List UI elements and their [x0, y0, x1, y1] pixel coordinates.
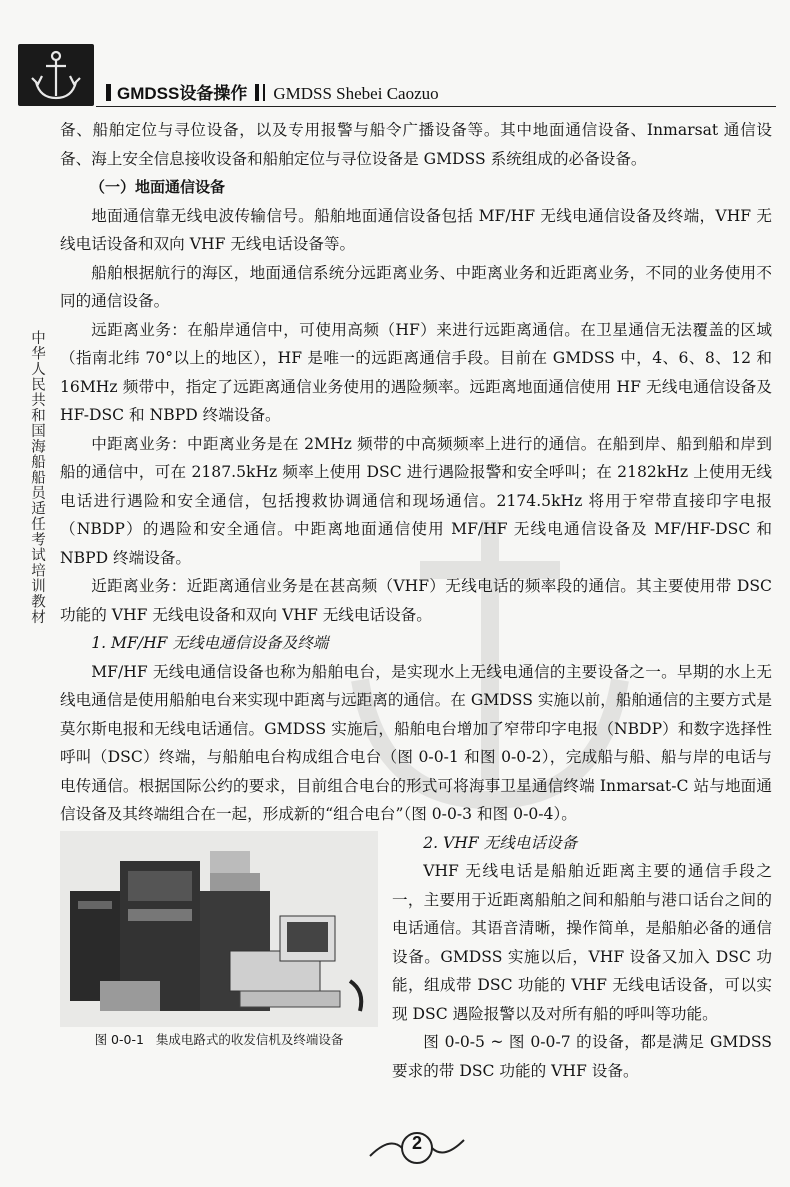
paragraph: 中距离业务：中距离业务是在 2MHz 频带的中高频频率上进行的通信。在船到岸、船到船和岸到船的通信中，可在 2187.5kHz 频率上使用 DSC 进行遇险报警和安全呼叫；在 2182kHz 上使用无线电话进行遇险和安全通信，包括搜救协调通信和现场通信。2174.5kHz 将用于窄带直接印字电报（NBDP）的遇险和安全通信。中距离地面通信使用 MF/HF 无线电通信设备及 MF/HF-DSC 和 NBPD 终端设备。	[60, 434, 772, 567]
paragraph: VHF 无线电话是船舶近距离主要的通信手段之一，主要用于近距离船舶之间和船舶与港口话台之间的电话通信。其语音清晰，操作简单，是船舶必备的通信设备。GMDSS 实施以后，VHF 设备又加入 DSC 功能，组成带 DSC 功能的 VHF 无线电话设备，可以实现 DSC 遇险报警以及对所有船的呼叫等功能。	[392, 862, 772, 1023]
header-title-text: GMDSS设备操作	[117, 84, 248, 103]
side-book-title: 中华人民共和国海船船员适任考试培训教材	[29, 330, 45, 625]
subsection-heading-vhf: 2. VHF 无线电话设备	[423, 833, 578, 852]
paragraph-continuation: 备、船舶定位与寻位设备，以及专用报警与船令广播设备等。其中地面通信设备、Inmarsat 通信设备、海上安全信息接收设备和船舶定位与寻位设备是 GMDSS 系统组成的必备设备。	[60, 121, 772, 168]
header-divider	[96, 106, 776, 107]
paragraph: 地面通信靠无线电波传输信号。船舶地面通信设备包括 MF/HF 无线电通信设备及终端，VHF 无线电话设备和双向 VHF 无线电话设备等。	[60, 206, 772, 253]
equipment-photo-icon	[60, 831, 378, 1027]
paragraph: 远距离业务：在船岸通信中，可使用高频（HF）来进行远距离通信。在卫星通信无法覆盖的区域（指南北纬 70°以上的地区），HF 是唯一的远距离通信手段。目前在 GMDSS 中，4、6、8、12 和 16MHz 频带中，指定了远距离通信业务使用的遇险频率。远距离地面通信使用 HF 无线电通信设备及 HF-DSC 和 NBPD 终端设备。	[60, 320, 772, 424]
header-pinyin: GMDSS Shebei Caozuo	[273, 84, 439, 103]
header-title	[106, 79, 439, 104]
subsection-heading-mfhf: 1. MF/HF 无线电通信设备及终端	[91, 634, 329, 652]
anchor-logo-icon	[18, 44, 94, 106]
figure-caption	[60, 1031, 378, 1049]
paragraph: 近距离业务：近距离通信业务是在甚高频（VHF）无线电话的频率段的通信。其主要使用带 DSC 功能的 VHF 无线电设备和双向 VHF 无线电话设备。	[60, 577, 772, 624]
main-text	[60, 116, 772, 1085]
figure-radio-equipment	[60, 831, 378, 1061]
page-number: 2	[411, 1133, 422, 1153]
paragraph: 图 0-0-5 ~ 图 0-0-7 的设备，都是满足 GMDSS 要求的带 DSC 功能的 VHF 设备。	[392, 1033, 772, 1080]
section-heading-ground-comm: （一）地面通信设备	[90, 178, 226, 196]
running-header	[96, 76, 776, 106]
figure-number: 图 0-0-1	[94, 1031, 144, 1047]
paragraph: 船舶根据航行的海区，地面通信系统分远距离业务、中距离业务和近距离业务，不同的业务使用不同的通信设备。	[60, 263, 772, 310]
figure-caption-text: 集成电路式的收发信机及终端设备	[155, 1031, 344, 1047]
paragraph: MF/HF 无线电通信设备也称为船舶电台，是实现水上无线电通信的主要设备之一。早期的水上无线电通信是使用船舶电台来实现中距离与远距离的通信。在 GMDSS 实施以前，船舶通信的主要方式是莫尔斯电报和无线电话通信。GMDSS 实施后，船舶电台增加了窄带印字电报（NBDP）和数字选择性呼叫（DSC）终端，与船舶电台构成组合电台（图 0-0-1 和图 0-0-2），完成船与船、船与岸的电话与电传通信。根据国际公约的要求，目前组合电台的形式可将海事卫星通信终端 Inmarsat-C 站与地面通信设备及其终端组合在一起，形成新的“组合电台”（图 0-0-3 和图 0-0-4）。	[60, 662, 772, 823]
